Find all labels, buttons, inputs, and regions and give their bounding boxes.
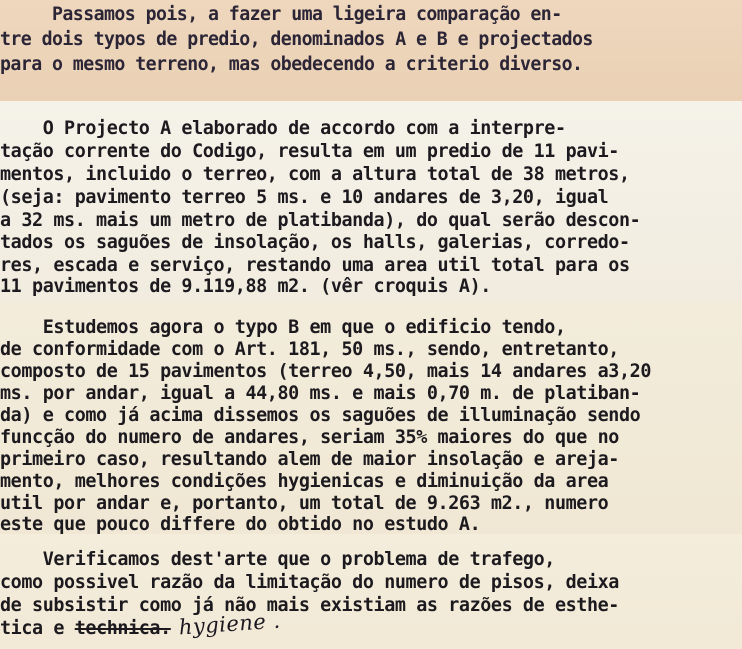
document-paragraph-1 — [0, 0, 742, 101]
text-line: para o mesmo terreno, mas obedecendo a criterio diverso. — [0, 54, 583, 75]
text-line: 11 pavimentos de 9.119,88 m2. (vêr croquis A). — [0, 276, 491, 297]
text-line: tica e — [0, 618, 75, 639]
text-line: ms. por andar, igual a 44,80 ms. e mais 0,70 m. de platiban- — [0, 383, 641, 404]
document-paragraph-4 — [0, 534, 742, 649]
last-line — [0, 608, 282, 640]
text-line: mentos, incluido o terreo, com a altura total de 38 metros, — [0, 164, 630, 185]
text-line: O Projecto A elaborado de accordo com a interpre- — [0, 118, 566, 139]
text-line: como possivel razão da limitação do numero de pisos, deixa — [0, 572, 619, 593]
text-line: funcção do numero de andares, seriam 35% maiores do que no — [0, 427, 619, 448]
text-line: (seja: pavimento terreo 5 ms. e 10 andares de 3,20, igual — [0, 187, 609, 208]
handwritten-correction: hygiene . — [177, 608, 282, 640]
text-line: primeiro caso, resultando alem de maior insolação e areja- — [0, 449, 619, 470]
text-line: res, escada e serviço, restando uma area util total para os — [0, 255, 630, 276]
text-line: tre dois typos de predio, denominados A e B e projectados — [0, 29, 593, 50]
document-paragraph-2 — [0, 101, 742, 301]
text-line: Verificamos dest'arte que o problema de trafego, — [0, 549, 555, 570]
text-line: util por andar e, portanto, um total de 9.263 m2., numero — [0, 493, 609, 514]
text-line: Estudemos agora o typo B em que o edificio tendo, — [0, 317, 566, 338]
text-line: composto de 15 pavimentos (terreo 4,50, mais 14 andares a3,20 — [0, 361, 651, 382]
text-line: tação corrente do Codigo, resulta em um predio de 11 pavi- — [0, 141, 619, 162]
text-line: mento, melhores condições hygienicas e diminuição da area — [0, 471, 609, 492]
struck-text: technica. — [74, 618, 171, 639]
text-line: da) e como já acima dissemos os saguões de illuminação sendo — [0, 405, 641, 426]
text-line: Passamos pois, a fazer uma ligeira comparação en- — [0, 4, 562, 25]
text-line: este que pouco differe do obtido no estudo A. — [0, 514, 481, 534]
text-line: a 32 ms. mais um metro de platibanda), do qual serão descon- — [0, 210, 641, 231]
text-line: de conformidade com o Art. 181, 50 ms., sendo, entretanto, — [0, 339, 619, 360]
text-line: de subsistir como já não mais existiam as razões de esthe- — [0, 595, 619, 616]
document-paragraph-3 — [0, 301, 742, 534]
text-line: tados os saguões de insolação, os halls, galerias, corredo- — [0, 232, 630, 253]
